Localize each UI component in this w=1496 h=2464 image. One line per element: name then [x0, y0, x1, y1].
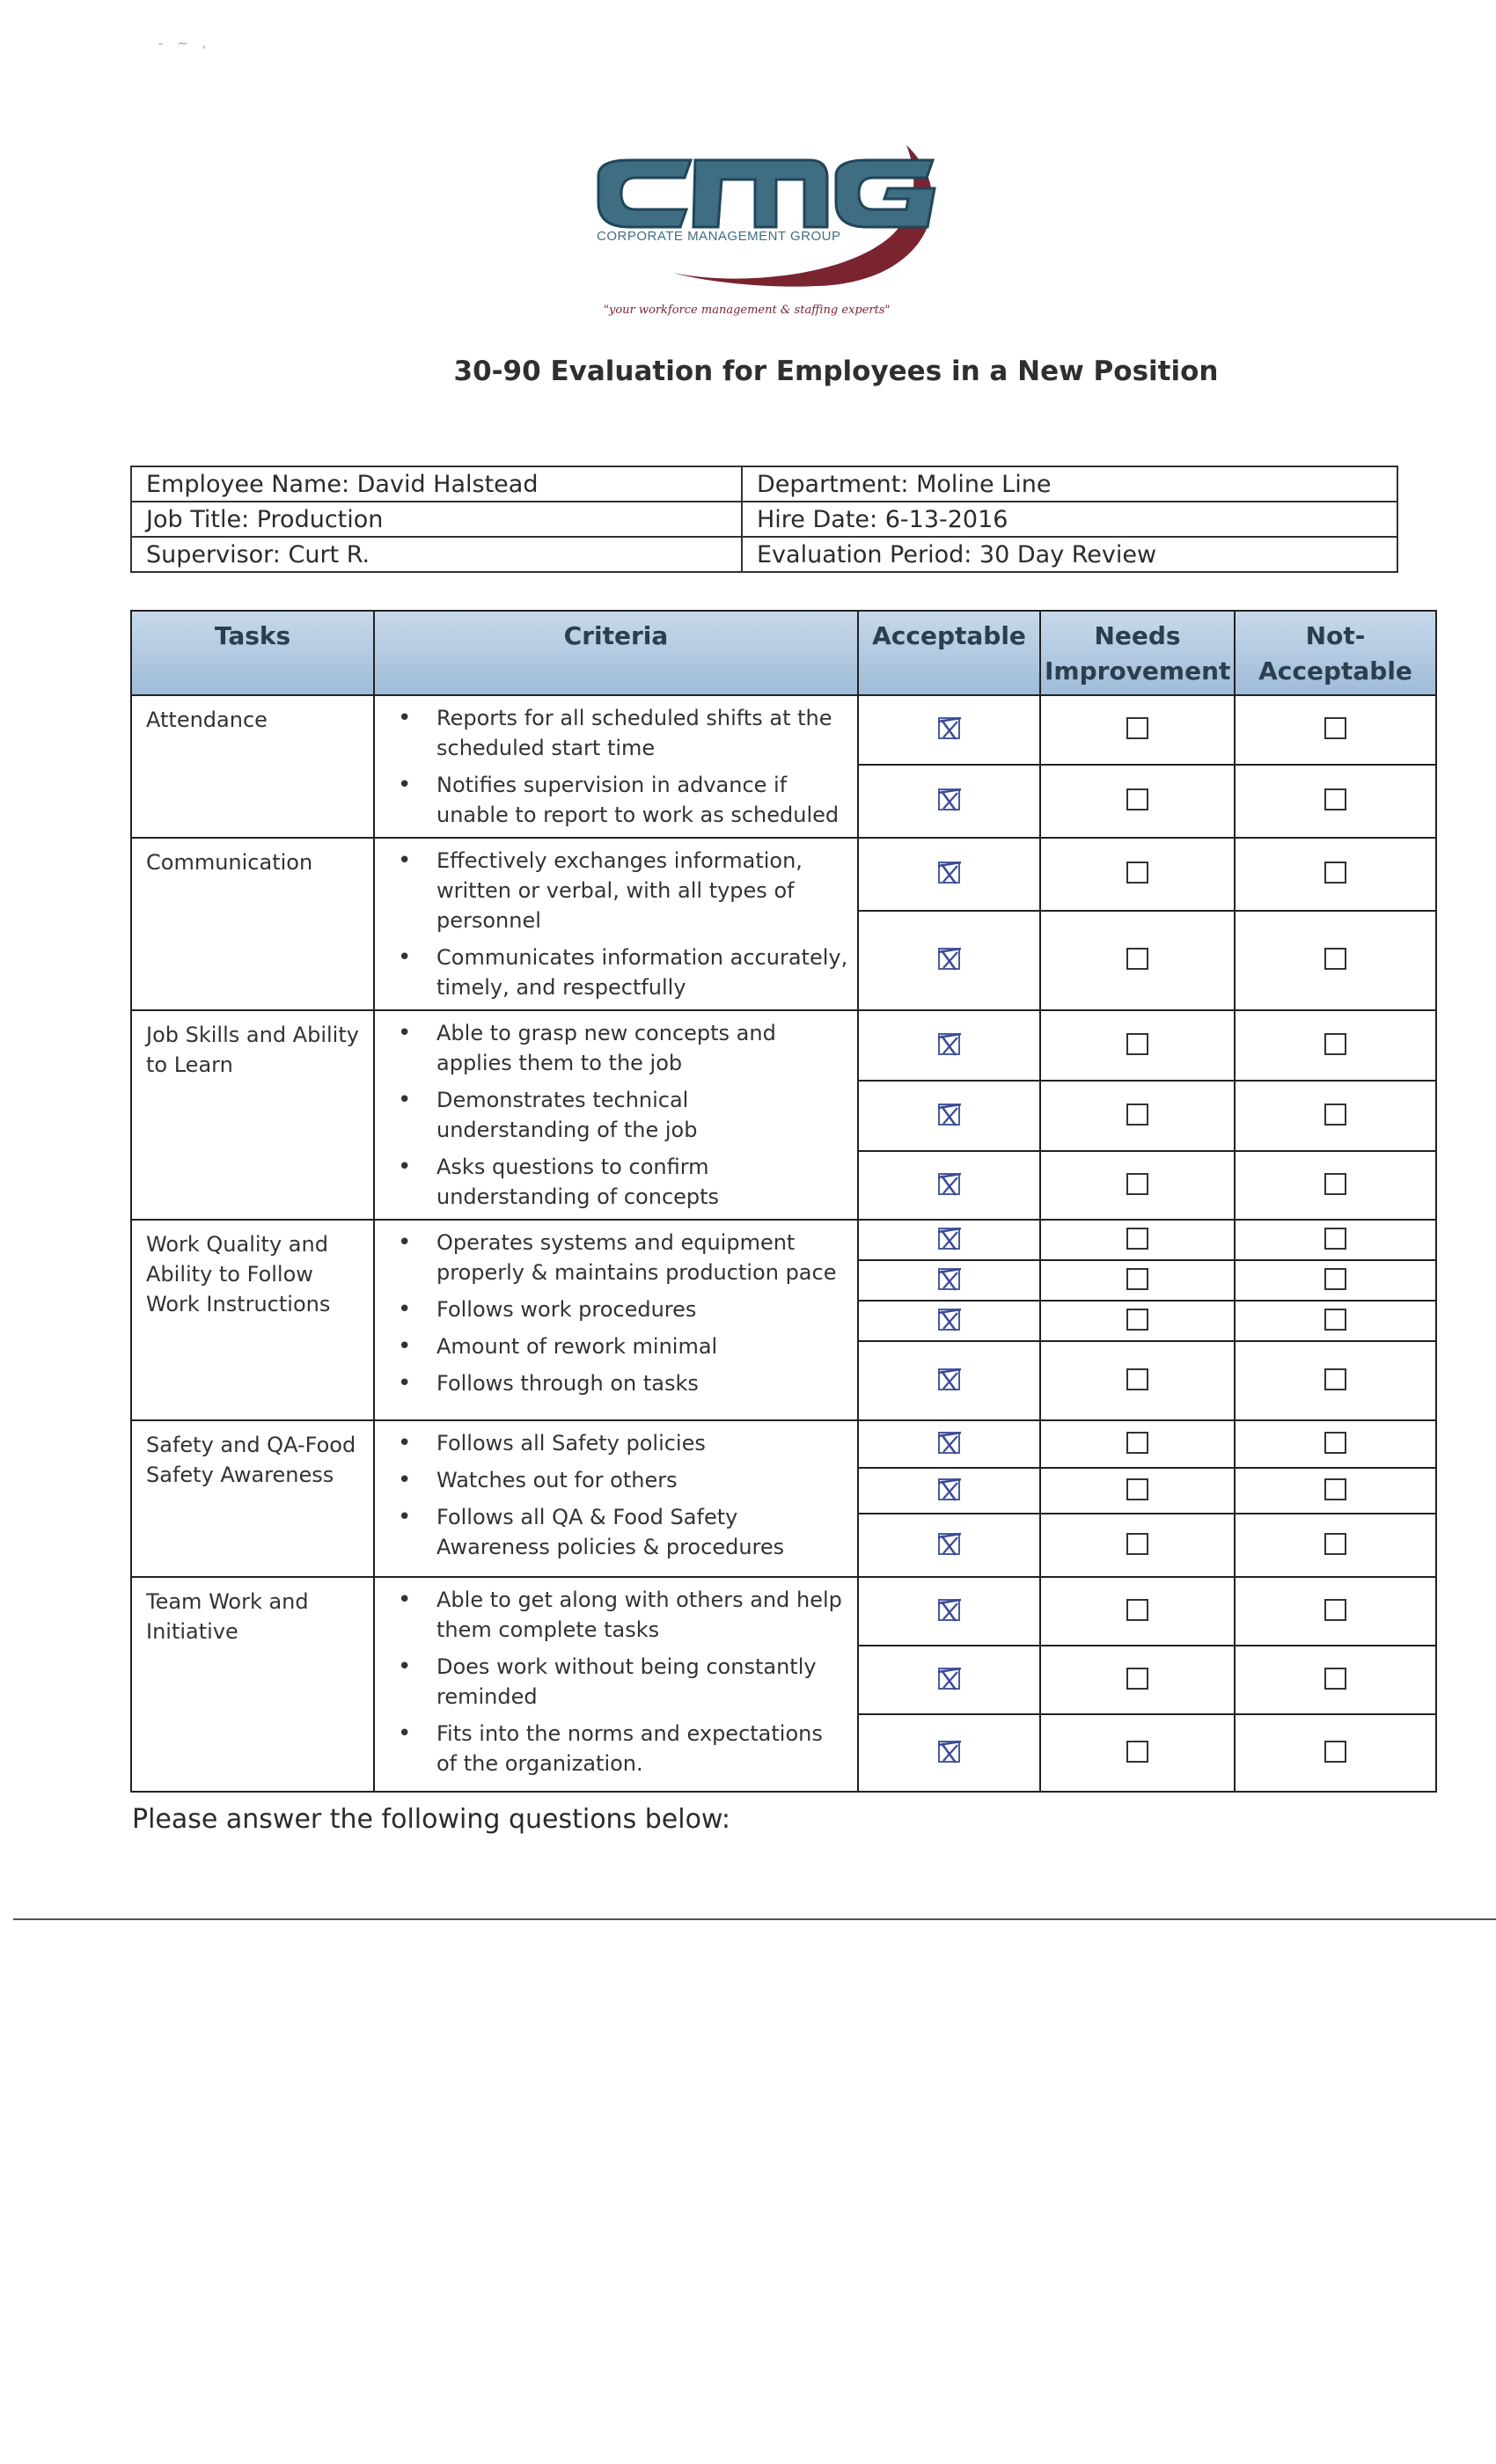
- checkbox-acceptable[interactable]: [938, 788, 960, 810]
- checkbox-not-acceptable[interactable]: [1324, 1033, 1346, 1055]
- checkbox-needs-improvement[interactable]: [1126, 1599, 1148, 1621]
- criteria-item: • Notifies supervision in advance if unable to report to work as scheduled: [436, 770, 848, 830]
- rating-cell: [1040, 1260, 1235, 1301]
- checkbox-acceptable[interactable]: [938, 1228, 960, 1250]
- checkbox-acceptable[interactable]: [938, 1599, 960, 1621]
- checkbox-acceptable[interactable]: [938, 717, 960, 739]
- rating-cell: [1040, 695, 1235, 765]
- criteria-item: • Fits into the norms and expectations of the organization.: [436, 1719, 848, 1778]
- task-name: Communication: [131, 838, 374, 1010]
- criteria-list: [374, 1577, 858, 1792]
- document-title: 30-90 Evaluation for Employees in a New Position: [453, 356, 1219, 387]
- scan-marks: - ~ ,: [158, 37, 212, 51]
- checkbox-not-acceptable[interactable]: [1324, 1309, 1346, 1331]
- rating-cell: [1040, 1151, 1235, 1220]
- rating-cell: [858, 1514, 1040, 1577]
- criteria-list: [374, 838, 858, 1010]
- rating-cell: [1040, 1301, 1235, 1341]
- checkbox-acceptable[interactable]: [938, 1268, 960, 1290]
- checkbox-needs-improvement[interactable]: [1126, 788, 1148, 810]
- rating-cell: [858, 1577, 1040, 1646]
- checkbox-not-acceptable[interactable]: [1324, 1668, 1346, 1690]
- employee-info-table: [130, 466, 1398, 573]
- rating-cell: [858, 1081, 1040, 1151]
- rating-cell: [858, 1341, 1040, 1420]
- checkbox-needs-improvement[interactable]: [1126, 1432, 1148, 1454]
- checkbox-not-acceptable[interactable]: [1324, 1268, 1346, 1290]
- task-name: Job Skills and Ability to Learn: [131, 1010, 374, 1220]
- rating-cell: [1235, 695, 1436, 765]
- checkbox-not-acceptable[interactable]: [1324, 1228, 1346, 1250]
- rating-cell: [858, 911, 1040, 1010]
- checkbox-acceptable[interactable]: [938, 1309, 960, 1331]
- question-prompt: Please answer the following questions below:: [132, 1804, 730, 1835]
- criteria-item: • Communicates information accurately, timely, and respectfully: [436, 942, 848, 1002]
- checkbox-acceptable[interactable]: [938, 1533, 960, 1555]
- checkbox-acceptable[interactable]: [938, 1432, 960, 1454]
- criteria-item: • Effectively exchanges information, written or verbal, with all types of personnel: [436, 846, 848, 935]
- rating-cell: [1235, 1646, 1436, 1714]
- task-name: Work Quality and Ability to Follow Work Instructions: [131, 1220, 374, 1420]
- rating-cell: [1235, 1010, 1436, 1081]
- job-title: Job Title: Production: [131, 502, 742, 537]
- rating-cell: [1235, 1220, 1436, 1260]
- checkbox-not-acceptable[interactable]: [1324, 717, 1346, 739]
- criteria-item: • Asks questions to confirm understanding of concepts: [436, 1152, 848, 1212]
- checkbox-needs-improvement[interactable]: [1126, 1368, 1148, 1390]
- rating-cell: [858, 765, 1040, 838]
- rating-cell: [1040, 1420, 1235, 1468]
- rating-cell: [1235, 1151, 1436, 1220]
- task-name: Attendance: [131, 695, 374, 838]
- rating-cell: [858, 838, 1040, 911]
- header-acceptable: Acceptable: [858, 611, 1040, 695]
- page-divider: [13, 1918, 1496, 1920]
- checkbox-acceptable[interactable]: [938, 1104, 960, 1126]
- table-row: [131, 1577, 1436, 1646]
- rating-cell: [1235, 1577, 1436, 1646]
- checkbox-not-acceptable[interactable]: [1324, 1741, 1346, 1763]
- criteria-item: • Able to grasp new concepts and applies them to the job: [436, 1018, 848, 1078]
- header-tasks: Tasks: [131, 611, 374, 695]
- header-needs-improvement: Needs Improvement: [1040, 611, 1235, 695]
- rating-cell: [858, 1151, 1040, 1220]
- checkbox-needs-improvement[interactable]: [1126, 1268, 1148, 1290]
- checkbox-needs-improvement[interactable]: [1126, 1533, 1148, 1555]
- criteria-item: • Reports for all scheduled shifts at the scheduled start time: [436, 703, 848, 763]
- criteria-item: • Follows all QA & Food Safety Awareness policies & procedures: [436, 1502, 848, 1562]
- checkbox-not-acceptable[interactable]: [1324, 948, 1346, 970]
- header-not-acceptable: Not-Acceptable: [1235, 611, 1436, 695]
- checkbox-needs-improvement[interactable]: [1126, 1033, 1148, 1055]
- criteria-item: • Amount of rework minimal: [436, 1331, 848, 1361]
- rating-cell: [1040, 1081, 1235, 1151]
- rating-cell: [1235, 1420, 1436, 1468]
- criteria-list: [374, 1220, 858, 1420]
- rating-cell: [1040, 1514, 1235, 1577]
- checkbox-acceptable[interactable]: [938, 1668, 960, 1690]
- rating-cell: [858, 1260, 1040, 1301]
- checkbox-not-acceptable[interactable]: [1324, 1368, 1346, 1390]
- checkbox-acceptable[interactable]: [938, 1741, 960, 1763]
- criteria-list: [374, 1010, 858, 1220]
- logo-subtitle: CORPORATE MANAGEMENT GROUP: [597, 229, 841, 244]
- supervisor: Supervisor: Curt R.: [131, 537, 742, 572]
- rating-cell: [1235, 1714, 1436, 1792]
- table-row: [131, 1010, 1436, 1081]
- rating-cell: [1235, 911, 1436, 1010]
- rating-cell: [1040, 838, 1235, 911]
- table-row: [131, 838, 1436, 911]
- checkbox-needs-improvement[interactable]: [1126, 948, 1148, 970]
- checkbox-acceptable[interactable]: [938, 1368, 960, 1390]
- checkbox-not-acceptable[interactable]: [1324, 1599, 1346, 1621]
- rating-cell: [1235, 765, 1436, 838]
- criteria-list: [374, 1420, 858, 1577]
- rating-cell: [1040, 1577, 1235, 1646]
- rating-cell: [1040, 1714, 1235, 1792]
- rating-cell: [1235, 1468, 1436, 1514]
- rating-cell: [858, 1301, 1040, 1341]
- evaluation-period: Evaluation Period: 30 Day Review: [742, 537, 1397, 572]
- checkbox-acceptable[interactable]: [938, 862, 960, 884]
- criteria-item: • Operates systems and equipment properly & maintains production pace: [436, 1228, 848, 1287]
- criteria-list: [374, 695, 858, 838]
- rating-cell: [1235, 1260, 1436, 1301]
- checkbox-not-acceptable[interactable]: [1324, 862, 1346, 884]
- rating-cell: [1235, 1514, 1436, 1577]
- checkbox-needs-improvement[interactable]: [1126, 1668, 1148, 1690]
- checkbox-acceptable[interactable]: [938, 1173, 960, 1195]
- checkbox-not-acceptable[interactable]: [1324, 1104, 1346, 1126]
- checkbox-acceptable[interactable]: [938, 1033, 960, 1055]
- rating-cell: [858, 1468, 1040, 1514]
- checkbox-not-acceptable[interactable]: [1324, 788, 1346, 810]
- table-row: [131, 695, 1436, 765]
- rating-cell: [1040, 911, 1235, 1010]
- table-row: [131, 1220, 1436, 1260]
- criteria-item: • Demonstrates technical understanding of the job: [436, 1085, 848, 1145]
- criteria-item: • Able to get along with others and help them complete tasks: [436, 1585, 848, 1645]
- checkbox-needs-improvement[interactable]: [1126, 1741, 1148, 1763]
- evaluation-table: [130, 610, 1437, 1793]
- rating-cell: [1040, 1646, 1235, 1714]
- checkbox-needs-improvement[interactable]: [1126, 1173, 1148, 1195]
- rating-cell: [1235, 1081, 1436, 1151]
- checkbox-not-acceptable[interactable]: [1324, 1478, 1346, 1500]
- rating-cell: [858, 1646, 1040, 1714]
- rating-cell: [1040, 765, 1235, 838]
- rating-cell: [858, 1714, 1040, 1792]
- criteria-item: • Does work without being constantly reminded: [436, 1652, 848, 1712]
- rating-cell: [1040, 1468, 1235, 1514]
- rating-cell: [858, 1010, 1040, 1081]
- criteria-item: • Follows all Safety policies: [436, 1428, 848, 1458]
- checkbox-needs-improvement[interactable]: [1126, 1228, 1148, 1250]
- checkbox-needs-improvement[interactable]: [1126, 1104, 1148, 1126]
- hire-date: Hire Date: 6-13-2016: [742, 502, 1397, 537]
- table-row: [131, 1420, 1436, 1468]
- criteria-item: • Follows work procedures: [436, 1294, 848, 1324]
- rating-cell: [1040, 1220, 1235, 1260]
- rating-cell: [858, 695, 1040, 765]
- checkbox-not-acceptable[interactable]: [1324, 1533, 1346, 1555]
- checkbox-not-acceptable[interactable]: [1324, 1432, 1346, 1454]
- rating-cell: [1040, 1010, 1235, 1081]
- checkbox-needs-improvement[interactable]: [1126, 1478, 1148, 1500]
- criteria-item: • Watches out for others: [436, 1465, 848, 1495]
- checkbox-needs-improvement[interactable]: [1126, 1309, 1148, 1331]
- checkbox-not-acceptable[interactable]: [1324, 1173, 1346, 1195]
- checkbox-needs-improvement[interactable]: [1126, 717, 1148, 739]
- rating-cell: [1235, 838, 1436, 911]
- criteria-item: • Follows through on tasks: [436, 1368, 848, 1398]
- header-criteria: Criteria: [374, 611, 858, 695]
- rating-cell: [1235, 1301, 1436, 1341]
- task-name: Safety and QA-Food Safety Awareness: [131, 1420, 374, 1577]
- checkbox-acceptable[interactable]: [938, 948, 960, 970]
- rating-cell: [1235, 1341, 1436, 1420]
- employee-name: Employee Name: David Halstead: [131, 466, 742, 502]
- checkbox-acceptable[interactable]: [938, 1478, 960, 1500]
- checkbox-needs-improvement[interactable]: [1126, 862, 1148, 884]
- task-name: Team Work and Initiative: [131, 1577, 374, 1792]
- rating-cell: [858, 1420, 1040, 1468]
- department: Department: Moline Line: [742, 466, 1397, 502]
- rating-cell: [858, 1220, 1040, 1260]
- logo-tagline: "your workforce management & staffing experts": [604, 304, 891, 317]
- rating-cell: [1040, 1341, 1235, 1420]
